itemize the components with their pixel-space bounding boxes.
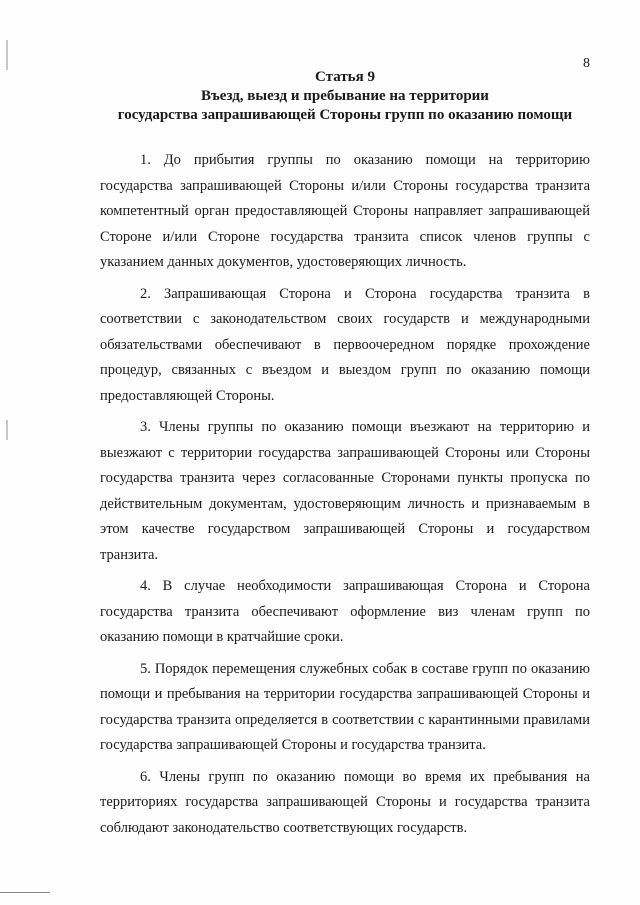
scan-artifact xyxy=(6,40,8,70)
scan-artifact xyxy=(6,420,8,440)
article-title-line-2: государства запрашивающей Стороны групп по оказанию помощи xyxy=(117,107,573,123)
article-title-line-1: Въезд, выезд и пребывание на территории xyxy=(201,88,489,104)
paragraph-5: 5. Порядок перемещения служебных собак в составе групп по оказанию помощи и пребывания на территории государства запрашивающей Стороны и государства транзита определяется в соответствии с карантинными правилами государства запрашивающей Стороны и государства транзита. xyxy=(100,660,590,753)
page-number: 8 xyxy=(583,56,590,71)
article-label: Статья 9 xyxy=(315,69,375,85)
paragraph-3: 3. Члены группы по оказанию помощи въезжают на территорию и выезжают с территории государства запрашивающей Стороны или Стороны государства транзита через согласованные Сторонами пункты пропуска по действительным документам, удостоверяющим личность и признаваемым в этом качестве государством запрашивающей Стороны и государством транзита. xyxy=(100,419,590,563)
paragraph-4: 4. В случае необходимости запрашивающая Сторона и Сторона государства транзита обеспечивают оформление виз членам групп по оказанию помощи в кратчайшие сроки. xyxy=(100,578,590,645)
article-body xyxy=(100,148,590,847)
paragraph-1: 1. До прибытия группы по оказанию помощи на территорию государства запрашивающей Стороны и/или Стороны государства транзита компетентный орган предоставляющей Стороны направляет запрашивающей Стороне и/или Стороне государства транзита список членов группы с указанием данных документов, удостоверяющих личность. xyxy=(100,152,590,270)
paragraph-6: 6. Члены групп по оказанию помощи во время их пребывания на территориях государства запрашивающей Стороны и государства транзита соблюдают законодательство соответствующих государств. xyxy=(100,768,590,836)
article-header xyxy=(100,68,590,125)
footer-rule xyxy=(0,892,50,893)
paragraph-2: 2. Запрашивающая Сторона и Сторона государства транзита в соответствии с законодательством своих государств и международными обязательствами обеспечивают в первоочередном порядке прохождение процедур, связанных с въездом и выездом групп по оказанию помощи предоставляющей Стороны. xyxy=(100,285,590,404)
